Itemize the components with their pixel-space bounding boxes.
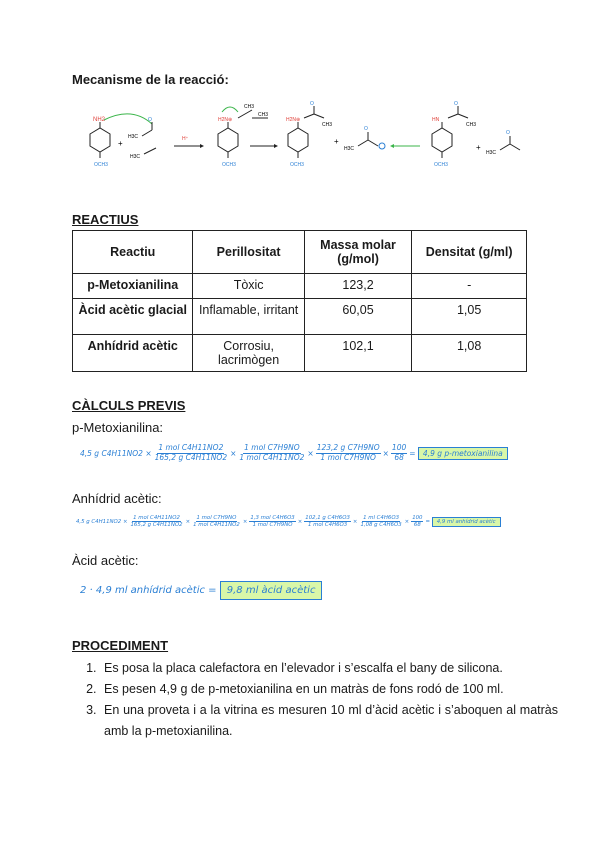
header-perillositat: Perillositat (193, 231, 304, 274)
ch3-label-4: CH3 (466, 122, 477, 128)
header-reactiu: Reactiu (73, 231, 193, 274)
ch3-label-3: CH3 (322, 122, 333, 128)
acetic-acid-structure (486, 130, 520, 156)
acetate-structure (344, 126, 385, 152)
ch3-label-2: CH3 (258, 112, 269, 118)
p-metoxianilina-label: p-Metoxianilina: (72, 420, 164, 435)
anhidrid-acetic-calculation: 4,5 g C4H11NO2 × $\frac{\text{1 mol C4H11NO2}}{\text{165,2 g C4H11NO2}}$ × $\frac{\text{1 mol C7H9NO}}{\text{1 mol C4H11NO2}}$ × $\frac{\text{1,3 mol C4H6O3}}{\text{1 mol C7H9NO}}$ × $\frac{\text{102,1 g C4H6O3}}{\text{1 mol C4H6O3}}$ × $\frac{\text{1 ml C4H6O3}}{\text{1,08 g C4H6O3}}$ × $\frac{100}{68}$ = 4,9 ml anhídrid acètic (76, 515, 501, 528)
result-box-1: 4,9 g p-metoxianilina (418, 447, 508, 460)
table-row (73, 299, 527, 335)
h3c-label-4: H3C (486, 150, 497, 156)
nh-label: HN (432, 117, 440, 123)
list-item: 3. En una proveta i a la vitrina es mesuren 10 ml d’àcid acètic i s’aboquen al matràs amb la p-metoxianilina. (100, 700, 558, 742)
list-item: 2. Es pesen 4,9 g de p-metoxianilina en un matràs de fons rodó de 100 ml. (100, 679, 558, 700)
procedure-steps (72, 658, 558, 742)
h-plus-label: H⁺ (182, 136, 189, 142)
intermediate-structure (218, 104, 268, 168)
acetic-anhydride-structure (128, 117, 156, 160)
result-box-3: 9,8 ml àcid acètic (220, 581, 323, 600)
cell-massa-molar: 60,05 (304, 299, 412, 335)
reactius-title: REACTIUS (72, 212, 139, 227)
calculs-title: CÀLCULS PREVIS (72, 398, 186, 413)
table-row (73, 274, 527, 299)
protonated-amide-structure (286, 101, 332, 168)
o-label-4: O (454, 101, 458, 107)
cell-massa-molar: 123,2 (304, 274, 412, 299)
cell-perillositat: Corrosiu, lacrimògen (193, 335, 304, 372)
h3c-label-2: H3C (130, 154, 141, 160)
table-header-row (73, 231, 527, 274)
cell-perillositat: Tòxic (193, 274, 304, 299)
h3c-label-3: H3C (344, 146, 355, 152)
cell-reactiu: Anhídrid acètic (73, 335, 193, 372)
cell-densitat: 1,05 (412, 299, 527, 335)
och3-label-3: OCH3 (290, 162, 304, 168)
h3c-label-1: H3C (128, 134, 139, 140)
cell-reactiu: p-Metoxianilina (73, 274, 193, 299)
och3-label-1: OCH3 (94, 162, 108, 168)
o-label-5: O (506, 130, 510, 136)
cell-densitat: 1,08 (412, 335, 527, 372)
p-methoxyacetanilide-structure (432, 101, 476, 168)
table-row (73, 335, 527, 372)
h2n-plus-label-1: H2N⊕ (218, 117, 233, 123)
nh2-label: NH2 (93, 117, 106, 123)
cell-densitat: - (412, 274, 527, 299)
plus-sign-2: + (334, 137, 339, 146)
procediment-title: PROCEDIMENT (72, 638, 169, 653)
och3-label-4: OCH3 (434, 162, 448, 168)
result-box-2: 4,9 ml anhídrid acètic (432, 517, 501, 527)
reagents-table (72, 230, 527, 372)
plus-sign-1: + (118, 139, 123, 148)
cell-massa-molar: 102,1 (304, 335, 412, 372)
och3-label-2: OCH3 (222, 162, 236, 168)
o-label-1: O (148, 117, 152, 123)
cell-reactiu: Àcid acètic glacial (73, 299, 193, 335)
calc-start: 4,5 g C4H11NO2 (80, 448, 143, 458)
list-item: 1. Es posa la placa calefactora en l’elevador i s’escalfa el bany de silicona. (100, 658, 558, 679)
header-massa-molar: Massa molar (g/mol) (304, 231, 412, 274)
ch3-label-1: CH3 (244, 104, 255, 110)
o-label-3: O (364, 126, 368, 132)
header-densitat: Densitat (g/ml) (412, 231, 527, 274)
mechanism-title: Mecanisme de la reacció: (72, 72, 229, 87)
h2n-plus-label-2: H2N⊕ (286, 117, 301, 123)
acid-acetic-calculation: 2 · 4,9 ml anhídrid acètic = 9,8 ml àcid acètic (80, 581, 322, 600)
anhidrid-acetic-label: Anhídrid acètic: (72, 491, 162, 506)
cell-perillositat: Inflamable, irritant (193, 299, 304, 335)
p-metoxianilina-calculation: 4,5 g C4H11NO2 × $\frac{\text{1 mol C4H11NO2}}{\text{165,2 g C4H11NO2}}$ × $\frac{\text{1 mol C7H9NO}}{\text{1 mol C4H11NO2}}$ × $\frac{\text{123,2 g C7H9NO}}{\text{1 mol C7H9NO}}$ × $\frac{100}{68}$ = 4,9 g p-metoxianilina (80, 444, 508, 462)
acid-acetic-label: Àcid acètic: (72, 553, 139, 568)
reaction-mechanism-diagram (72, 96, 532, 176)
plus-sign-3: + (476, 143, 481, 152)
o-label-2: O (310, 101, 314, 107)
